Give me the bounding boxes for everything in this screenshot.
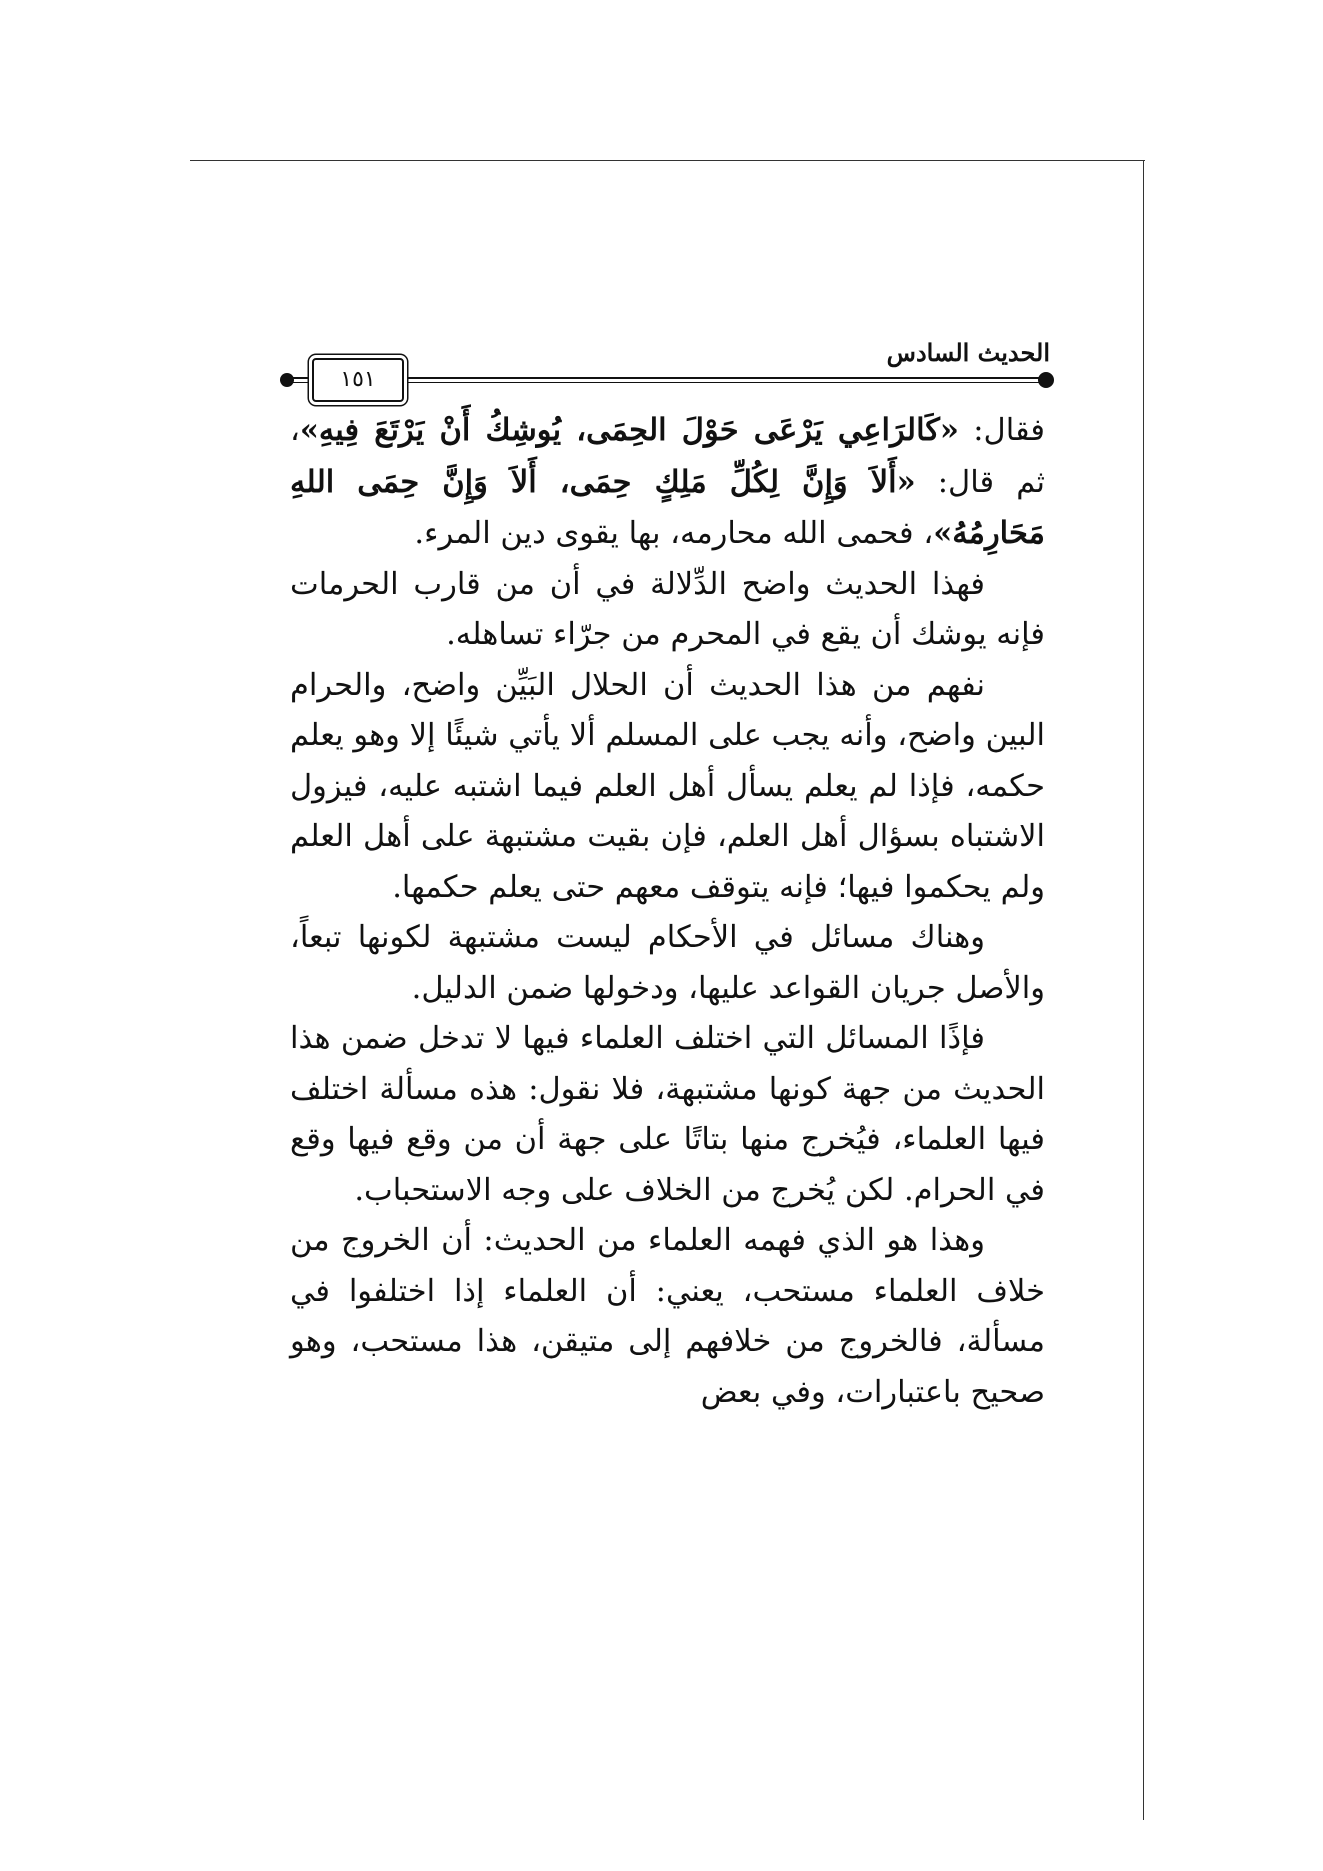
rule-end-dot-right (1038, 372, 1054, 388)
crop-mark-right (1143, 160, 1144, 1820)
body-text (290, 405, 1045, 1418)
paragraph-1-text-b: ، ثم قال: (290, 413, 1045, 500)
page-number: ١٥١ (312, 358, 404, 402)
rule-end-dot-left (280, 373, 294, 387)
paragraph-5: فإذًا المسائل التي اختلف العلماء فيها لا تدخل ضمن هذا الحديث من جهة كونها مشتبهة، فلا نقول: هذه مسألة اختلف فيها العلماء، فيُخرج منها بتاتًا على جهة أن من وقع فيها وقع في الحرام. لكن يُخرج من الخلاف على وجه الاستحباب. (290, 1021, 1045, 1208)
paragraph-4: وهناك مسائل في الأحكام ليست مشتبهة لكونها تبعاً، والأصل جريان القواعد عليها، ودخولها ضمن الدليل. (290, 920, 1045, 1006)
crop-mark-top (190, 160, 1145, 161)
paragraph-1-text-a: فقال: (958, 413, 1045, 448)
hadith-quote-2: «أَلاَ وَإِنَّ لِكُلِّ مَلِكٍ حِمَى، أَلاَ وَإِنَّ حِمَى اللهِ مَحَارِمُهُ» (290, 463, 1045, 551)
hadith-quote-1: «كَالرَاعِي يَرْعَى حَوْلَ الحِمَى، يُوشِكُ أَنْ يَرْتَعَ فِيهِ» (299, 412, 959, 448)
paragraph-1 (290, 405, 1045, 560)
paragraph-6: وهذا هو الذي فهمه العلماء من الحديث: أن الخروج من خلاف العلماء مستحب، يعني: أن العلماء إذا اختلفوا في مسألة، فالخروج من خلافهم إلى متيقن، هذا مستحب، وهو صحيح باعتبارات، وفي بعض (290, 1223, 1045, 1410)
running-title: الحديث السادس (886, 338, 1050, 367)
paragraph-1-text-c: ، فحمى الله محارمه، بها يقوى دين المرء. (414, 516, 934, 551)
paragraph-2: فهذا الحديث واضح الدِّلالة في أن من قارب الحرمات فإنه يوشك أن يقع في المحرم من جرّاء تساهله. (290, 566, 1045, 652)
paragraph-3: نفهم من هذا الحديث أن الحلال البَيِّن واضح، والحرام البين واضح، وأنه يجب على المسلم ألا يأتي شيئًا إلا وهو يعلم حكمه، فإذا لم يعلم يسأل أهل العلم فيما اشتبه عليه، فيزول الاشتباه بسؤال أهل العلم، فإن بقيت مشتبهة على أهل العلم ولم يحكموا فيها؛ فإنه يتوقف معهم حتى يعلم حكمها. (290, 667, 1045, 905)
